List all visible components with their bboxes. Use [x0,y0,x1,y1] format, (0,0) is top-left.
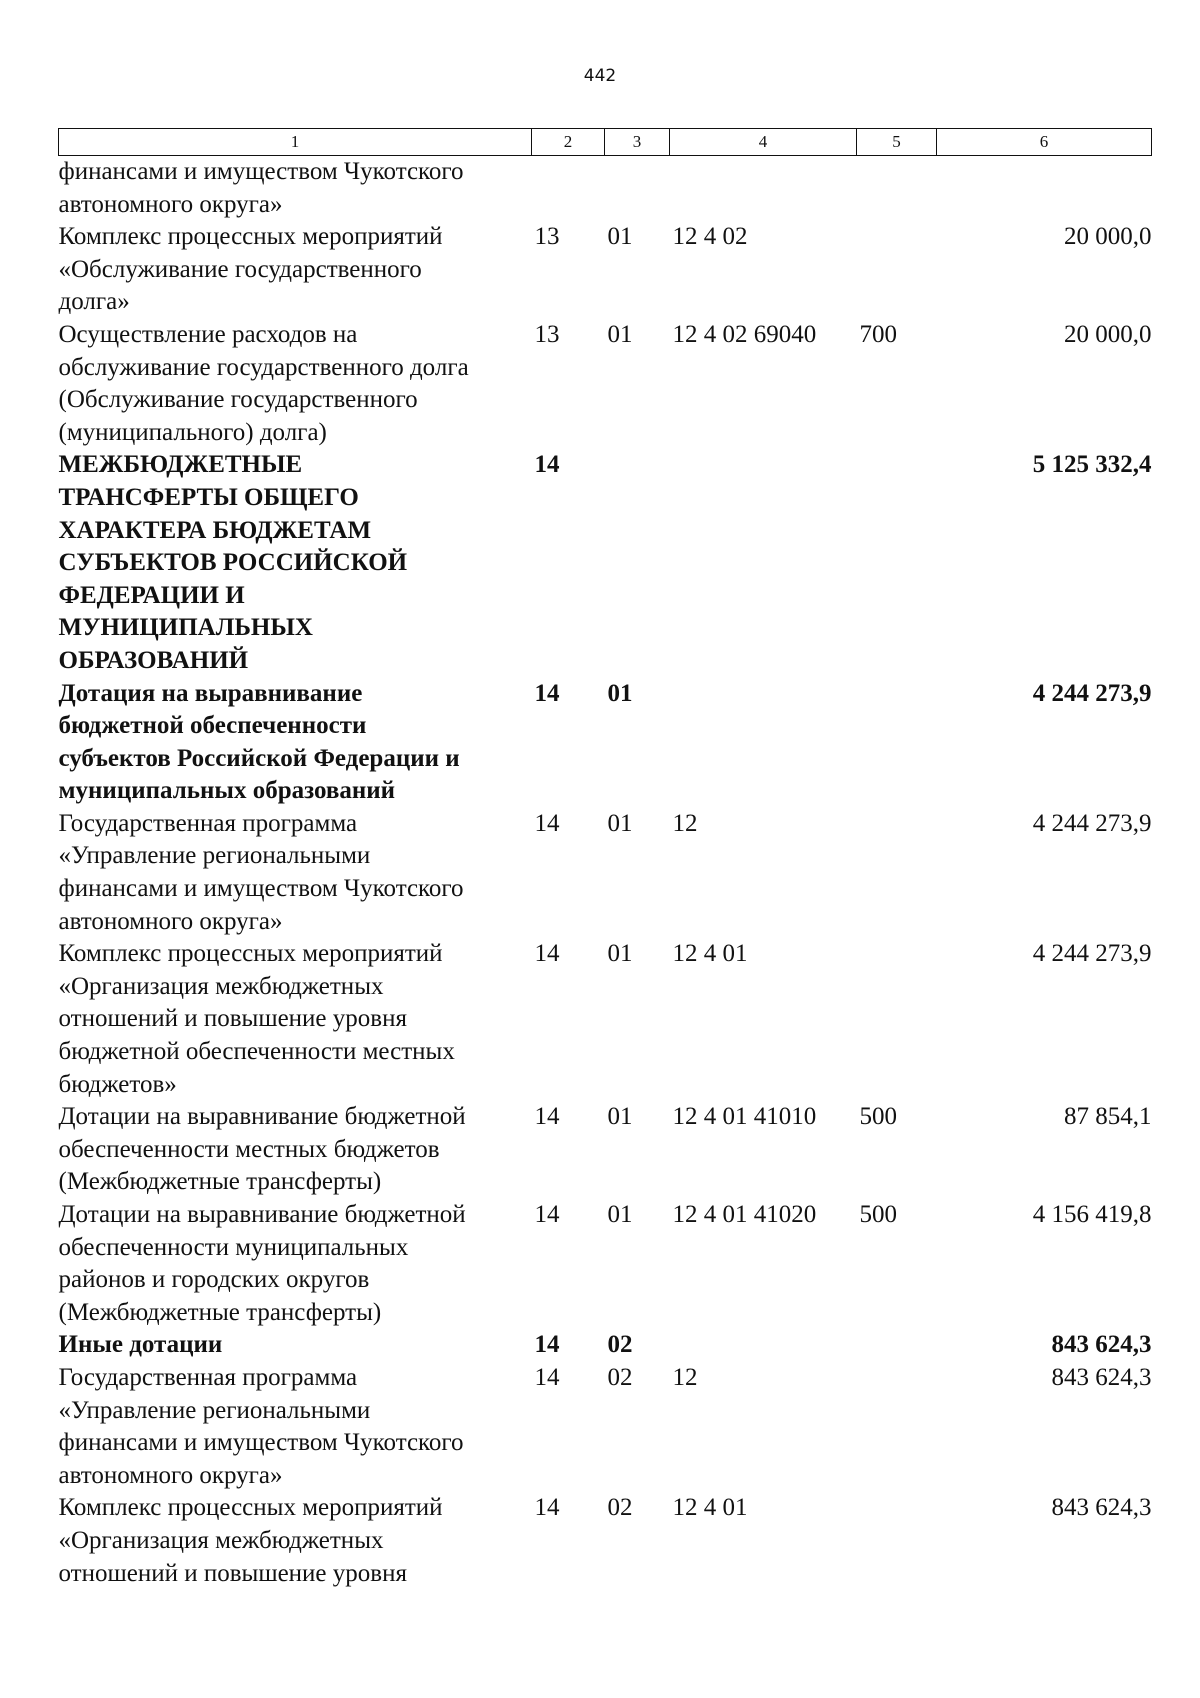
row-amount-cell: 843 624,3 [1051,1494,1152,1522]
row-expense-type-cell [857,938,937,1101]
row-amount-cell: 4 244 273,9 [1032,679,1152,707]
row-amount-cell: 20 000,0 [1064,223,1152,251]
row-amount-cell [937,156,1152,222]
table-row [59,449,1152,677]
row-section-cell: 13 [534,320,560,348]
row-section-cell: 14 [534,809,560,837]
table-row [59,808,1152,938]
page-number: 442 [583,66,617,86]
table-row [59,1101,1152,1199]
row-name-cell: Дотации на выравнивание бюджетной обеспеченности местных бюджетов (Межбюджетные трансферты) [58,1103,466,1196]
row-amount-cell: 5 125 332,4 [1032,451,1152,479]
row-name-cell: финансами и имуществом Чукотского автономного округа» [58,158,464,218]
row-amount-cell: 843 624,3 [1051,1363,1152,1391]
row-section-cell: 14 [534,1363,560,1391]
row-amount-cell: 843 624,3 [1051,1331,1152,1359]
row-amount-cell: 4 244 273,9 [1032,940,1152,968]
row-section-cell: 14 [534,1201,560,1228]
row-name-cell: Государственная программа «Управление региональными финансами и имуществом Чукотского автономного округа» [58,809,464,935]
row-section-cell: 13 [534,223,560,251]
column-header-expense-type: 5 [857,129,937,156]
row-subsection-cell: 01 [607,679,633,707]
row-name-cell: Комплекс процессных мероприятий «Обслуживание государственного долга» [58,223,443,316]
row-subsection-cell: 01 [607,1201,633,1228]
table-row [59,319,1152,449]
row-expense-type-cell [857,1492,937,1590]
row-subsection-cell: 02 [607,1331,633,1359]
row-section-cell: 14 [534,451,560,479]
row-name-cell: Дотации на выравнивание бюджетной обеспеченности муниципальных районов и городских округов (Межбюджетные трансферты) [58,1201,466,1326]
row-amount-cell: 4 156 419,8 [1032,1201,1152,1228]
table-row [59,156,1152,222]
table-row [59,678,1152,808]
row-name-cell: Дотация на выравнивание бюджетной обеспеченности субъектов Российской Федерации и муниципальных образований [58,679,460,805]
column-header-section: 2 [532,129,605,156]
row-subsection-cell [605,156,670,222]
row-target-article-cell: 12 [672,809,698,837]
row-subsection-cell [605,449,670,677]
row-target-article-cell: 12 4 01 [672,1494,748,1522]
row-target-article-cell [670,1329,857,1362]
row-section-cell: 14 [534,1331,560,1359]
row-name-cell: Комплекс процессных мероприятий «Организация межбюджетных отношений и повышение уровня бюджетной обеспеченности местных бюджетов» [58,940,455,1098]
row-subsection-cell: 01 [607,320,633,348]
row-expense-type-cell: 500 [859,1201,897,1228]
table-body [59,156,1152,1591]
row-target-article-cell: 12 4 01 [672,940,748,968]
table-row [59,1362,1152,1492]
row-section-cell: 14 [534,1103,560,1131]
row-target-article-cell: 12 4 02 [672,223,748,251]
row-expense-type-cell [857,808,937,938]
row-expense-type-cell [857,1329,937,1362]
row-expense-type-cell [857,449,937,677]
row-subsection-cell: 01 [607,809,633,837]
header-row [59,129,1152,156]
budget-table [58,128,1152,1590]
row-subsection-cell: 02 [607,1363,633,1391]
row-section-cell: 14 [534,1494,560,1522]
row-expense-type-cell [857,1362,937,1492]
row-amount-cell: 4 244 273,9 [1032,809,1152,837]
row-amount-cell: 87 854,1 [1064,1103,1152,1131]
row-section-cell [532,156,605,222]
row-expense-type-cell: 500 [859,1103,897,1131]
row-expense-type-cell [857,221,937,319]
table-row [59,938,1152,1101]
row-target-article-cell [670,449,857,677]
row-target-article-cell [670,678,857,808]
row-subsection-cell: 01 [607,223,633,251]
column-header-name: 1 [59,129,532,156]
table-row [59,1199,1152,1329]
row-subsection-cell: 02 [607,1494,633,1522]
row-name-cell: Государственная программа «Управление региональными финансами и имуществом Чукотского автономного округа» [58,1363,464,1489]
row-expense-type-cell [857,678,937,808]
row-section-cell: 14 [534,679,560,707]
row-subsection-cell: 01 [607,1103,633,1131]
column-header-amount: 6 [937,129,1152,156]
row-target-article-cell: 12 4 01 41010 [672,1103,817,1131]
column-header-target-article: 4 [670,129,857,156]
row-name-cell: Осуществление расходов на обслуживание государственного долга (Обслуживание государственного (муниципального) долга) [58,320,469,446]
row-name-cell: МЕЖБЮДЖЕТНЫЕ ТРАНСФЕРТЫ ОБЩЕГО ХАРАКТЕРА БЮДЖЕТАМ СУБЪЕКТОВ РОССИЙСКОЙ ФЕДЕРАЦИИ И МУНИЦИПАЛЬНЫХ ОБРАЗОВАНИЙ [58,451,408,674]
row-expense-type-cell: 700 [859,320,897,348]
table-header [59,129,1152,156]
column-header-subsection: 3 [605,129,670,156]
row-subsection-cell: 01 [607,940,633,968]
row-target-article-cell: 12 4 01 41020 [672,1201,817,1228]
table-row [59,1492,1152,1590]
row-name-cell: Комплекс процессных мероприятий «Организация межбюджетных отношений и повышение уровня [58,1494,443,1587]
row-expense-type-cell [857,156,937,222]
row-name-cell: Иные дотации [58,1331,223,1359]
row-section-cell: 14 [534,940,560,968]
table-row [59,221,1152,319]
row-amount-cell: 20 000,0 [1064,320,1152,348]
row-target-article-cell: 12 [672,1363,698,1391]
table-row [59,1329,1152,1362]
row-target-article-cell [670,156,857,222]
row-target-article-cell: 12 4 02 69040 [672,320,817,348]
